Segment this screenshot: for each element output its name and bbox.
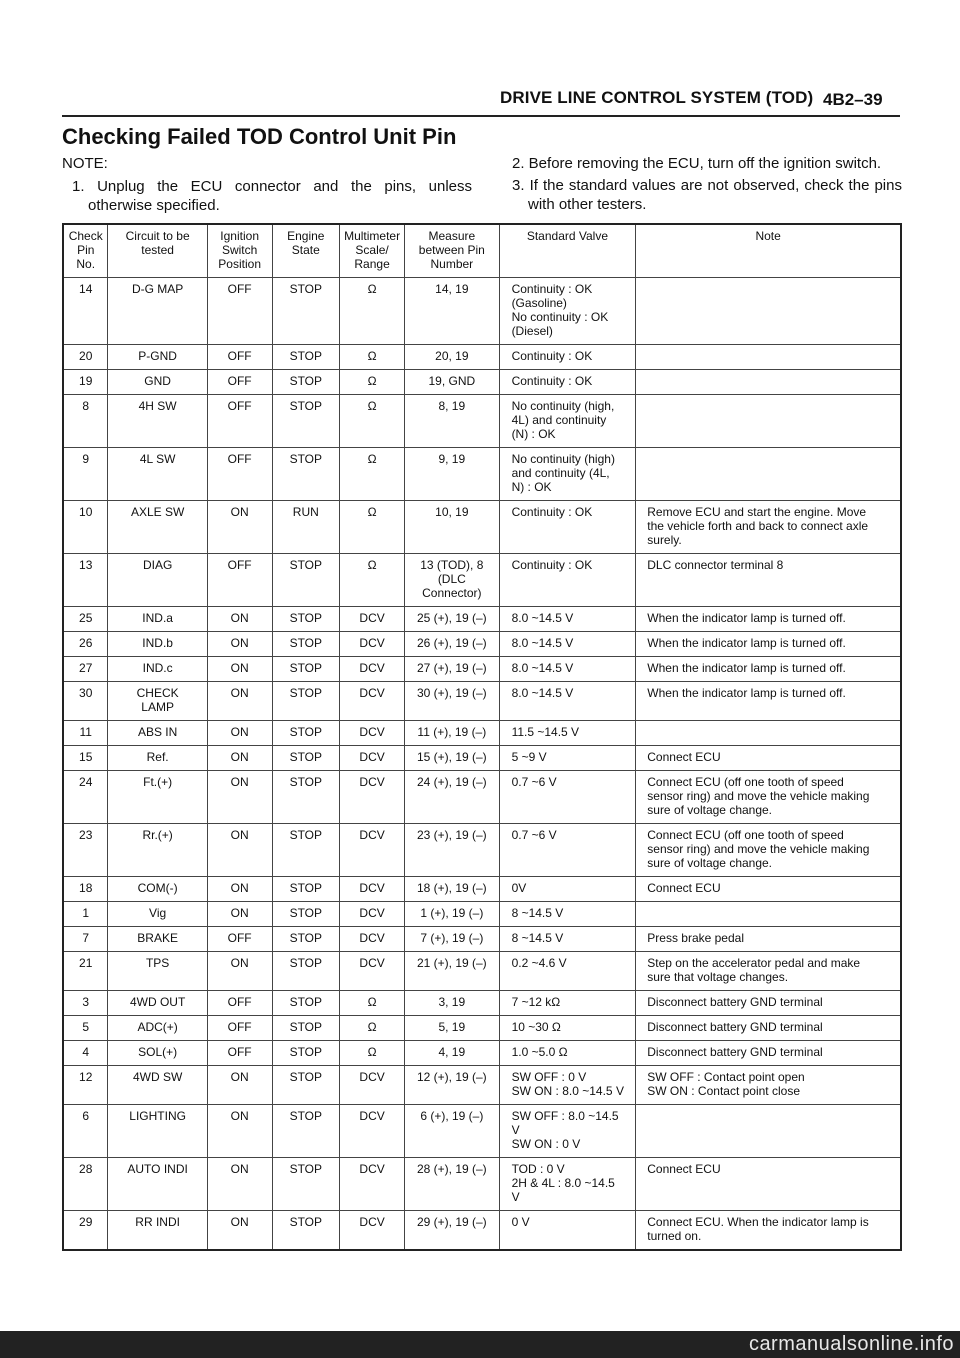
cell-pin: 19 [63, 370, 108, 395]
footer-bar [0, 1331, 960, 1358]
cell-ignition: OFF [207, 554, 272, 607]
cell-measure: 3, 19 [405, 991, 499, 1016]
cell-pin: 13 [63, 554, 108, 607]
cell-ignition: ON [207, 1066, 272, 1105]
cell-scale: DCV [340, 607, 405, 632]
cell-circuit: LIGHTING [108, 1105, 207, 1158]
table-row [63, 991, 901, 1016]
cell-circuit: 4H SW [108, 395, 207, 448]
cell-measure: 8, 19 [405, 395, 499, 448]
cell-measure: 27 (+), 19 (–) [405, 657, 499, 682]
cell-note [636, 721, 901, 746]
cell-standard: 8.0 ~14.5 V [499, 607, 636, 632]
cell-ignition: ON [207, 952, 272, 991]
cell-ignition: OFF [207, 345, 272, 370]
cell-circuit: BRAKE [108, 927, 207, 952]
cell-measure: 15 (+), 19 (–) [405, 746, 499, 771]
cell-scale: Ω [340, 554, 405, 607]
cell-scale: DCV [340, 824, 405, 877]
notes-right [512, 154, 902, 217]
header-note: Note [636, 224, 901, 278]
notes-left [62, 154, 472, 215]
cell-pin: 5 [63, 1016, 108, 1041]
cell-note [636, 278, 901, 345]
cell-engine: STOP [272, 448, 340, 501]
cell-pin: 3 [63, 991, 108, 1016]
cell-ignition: ON [207, 746, 272, 771]
cell-circuit: DIAG [108, 554, 207, 607]
cell-ignition: OFF [207, 395, 272, 448]
table-row [63, 927, 901, 952]
table-row [63, 632, 901, 657]
cell-pin: 7 [63, 927, 108, 952]
cell-measure: 21 (+), 19 (–) [405, 952, 499, 991]
table-row [63, 1211, 901, 1251]
cell-circuit: ABS IN [108, 721, 207, 746]
cell-engine: STOP [272, 952, 340, 991]
table-row [63, 771, 901, 824]
cell-measure: 19, GND [405, 370, 499, 395]
cell-pin: 9 [63, 448, 108, 501]
cell-standard: 0.2 ~4.6 V [499, 952, 636, 991]
cell-circuit: IND.a [108, 607, 207, 632]
cell-pin: 8 [63, 395, 108, 448]
cell-ignition: ON [207, 1211, 272, 1251]
cell-circuit: RR INDI [108, 1211, 207, 1251]
cell-circuit: D-G MAP [108, 278, 207, 345]
cell-measure: 24 (+), 19 (–) [405, 771, 499, 824]
cell-standard: Continuity : OK [499, 345, 636, 370]
cell-engine: STOP [272, 991, 340, 1016]
cell-measure: 20, 19 [405, 345, 499, 370]
cell-scale: Ω [340, 1041, 405, 1066]
table-body [63, 278, 901, 1251]
cell-measure: 6 (+), 19 (–) [405, 1105, 499, 1158]
table-header-row [63, 224, 901, 278]
table-row [63, 902, 901, 927]
table-row [63, 1041, 901, 1066]
cell-note: Disconnect battery GND terminal [636, 991, 901, 1016]
cell-scale: DCV [340, 632, 405, 657]
cell-engine: STOP [272, 877, 340, 902]
cell-ignition: OFF [207, 991, 272, 1016]
cell-note [636, 395, 901, 448]
cell-engine: STOP [272, 721, 340, 746]
cell-pin: 27 [63, 657, 108, 682]
cell-circuit: P-GND [108, 345, 207, 370]
cell-scale: Ω [340, 448, 405, 501]
cell-note [636, 1105, 901, 1158]
cell-ignition: ON [207, 607, 272, 632]
cell-standard: SW OFF : 0 V SW ON : 8.0 ~14.5 V [499, 1066, 636, 1105]
cell-ignition: ON [207, 657, 272, 682]
header-standard: Standard Valve [499, 224, 636, 278]
cell-note: When the indicator lamp is turned off. [636, 657, 901, 682]
cell-standard: 5 ~9 V [499, 746, 636, 771]
header-measure: Measure between Pin Number [405, 224, 499, 278]
cell-measure: 30 (+), 19 (–) [405, 682, 499, 721]
table-row [63, 682, 901, 721]
cell-note: SW OFF : Contact point open SW ON : Contact point close [636, 1066, 901, 1105]
cell-note: When the indicator lamp is turned off. [636, 632, 901, 657]
cell-note: Connect ECU [636, 877, 901, 902]
cell-scale: Ω [340, 345, 405, 370]
cell-note: Connect ECU. When the indicator lamp is turned on. [636, 1211, 901, 1251]
pin-check-table [62, 223, 902, 1251]
cell-standard: 8.0 ~14.5 V [499, 632, 636, 657]
table-row [63, 554, 901, 607]
cell-measure: 7 (+), 19 (–) [405, 927, 499, 952]
cell-measure: 12 (+), 19 (–) [405, 1066, 499, 1105]
cell-note [636, 902, 901, 927]
page-title: Checking Failed TOD Control Unit Pin [62, 124, 457, 149]
cell-ignition: ON [207, 632, 272, 657]
cell-pin: 23 [63, 824, 108, 877]
cell-engine: STOP [272, 927, 340, 952]
cell-pin: 14 [63, 278, 108, 345]
cell-note: When the indicator lamp is turned off. [636, 607, 901, 632]
cell-standard: 0V [499, 877, 636, 902]
cell-standard: 7 ~12 kΩ [499, 991, 636, 1016]
cell-engine: STOP [272, 345, 340, 370]
table-row [63, 278, 901, 345]
cell-measure: 23 (+), 19 (–) [405, 824, 499, 877]
cell-ignition: ON [207, 1105, 272, 1158]
cell-ignition: OFF [207, 448, 272, 501]
cell-pin: 26 [63, 632, 108, 657]
cell-circuit: SOL(+) [108, 1041, 207, 1066]
cell-measure: 25 (+), 19 (–) [405, 607, 499, 632]
cell-scale: DCV [340, 721, 405, 746]
cell-circuit: Ref. [108, 746, 207, 771]
cell-pin: 21 [63, 952, 108, 991]
cell-pin: 25 [63, 607, 108, 632]
cell-scale: DCV [340, 1066, 405, 1105]
table-row [63, 657, 901, 682]
cell-circuit: IND.b [108, 632, 207, 657]
header-engine: Engine State [272, 224, 340, 278]
cell-ignition: ON [207, 682, 272, 721]
cell-pin: 28 [63, 1158, 108, 1211]
cell-engine: STOP [272, 682, 340, 721]
cell-ignition: ON [207, 877, 272, 902]
cell-measure: 11 (+), 19 (–) [405, 721, 499, 746]
cell-circuit: 4WD OUT [108, 991, 207, 1016]
cell-circuit: 4WD SW [108, 1066, 207, 1105]
cell-note: Connect ECU [636, 1158, 901, 1211]
cell-pin: 11 [63, 721, 108, 746]
note-item-2: 2. Before removing the ECU, turn off the ignition switch. [512, 155, 882, 172]
footer-watermark: carmanualsonline.info [748, 1333, 954, 1355]
cell-note [636, 370, 901, 395]
table-row [63, 877, 901, 902]
table-row [63, 345, 901, 370]
cell-standard: No continuity (high, 4L) and continuity (N) : OK [499, 395, 636, 448]
note-item-1: 1. Unplug the ECU connector and the pins, unless otherwise specified. [72, 178, 472, 214]
cell-circuit: GND [108, 370, 207, 395]
cell-standard: Continuity : OK [499, 554, 636, 607]
table-row [63, 501, 901, 554]
cell-circuit: 4L SW [108, 448, 207, 501]
note-item-3: 3. If the standard values are not observed, check the pins with other testers. [512, 177, 902, 213]
cell-note: Connect ECU [636, 746, 901, 771]
cell-note: Connect ECU (off one tooth of speed sensor ring) and move the vehicle making sure of voltage change. [636, 771, 901, 824]
cell-pin: 4 [63, 1041, 108, 1066]
cell-note: Disconnect battery GND terminal [636, 1041, 901, 1066]
cell-pin: 30 [63, 682, 108, 721]
cell-pin: 12 [63, 1066, 108, 1105]
cell-measure: 10, 19 [405, 501, 499, 554]
cell-standard: SW OFF : 8.0 ~14.5 V SW ON : 0 V [499, 1105, 636, 1158]
cell-note: Remove ECU and start the engine. Move the vehicle forth and back to connect axle surely. [636, 501, 901, 554]
cell-standard: Continuity : OK [499, 370, 636, 395]
cell-engine: STOP [272, 771, 340, 824]
cell-circuit: Ft.(+) [108, 771, 207, 824]
cell-ignition: ON [207, 501, 272, 554]
cell-ignition: OFF [207, 278, 272, 345]
cell-engine: STOP [272, 278, 340, 345]
cell-note: Step on the accelerator pedal and make sure that voltage changes. [636, 952, 901, 991]
cell-engine: STOP [272, 657, 340, 682]
cell-circuit: Rr.(+) [108, 824, 207, 877]
cell-ignition: ON [207, 1158, 272, 1211]
cell-engine: STOP [272, 902, 340, 927]
header-multimeter: Multimeter Scale/ Range [340, 224, 405, 278]
cell-engine: STOP [272, 1158, 340, 1211]
cell-engine: STOP [272, 824, 340, 877]
cell-standard: Continuity : OK (Gasoline) No continuity : OK (Diesel) [499, 278, 636, 345]
cell-ignition: ON [207, 771, 272, 824]
cell-measure: 14, 19 [405, 278, 499, 345]
cell-ignition: ON [207, 824, 272, 877]
table-row [63, 607, 901, 632]
cell-circuit: AUTO INDI [108, 1158, 207, 1211]
cell-pin: 15 [63, 746, 108, 771]
cell-note [636, 345, 901, 370]
cell-circuit: CHECK LAMP [108, 682, 207, 721]
cell-standard: 1.0 ~5.0 Ω [499, 1041, 636, 1066]
cell-scale: DCV [340, 952, 405, 991]
cell-pin: 6 [63, 1105, 108, 1158]
cell-note: Connect ECU (off one tooth of speed sensor ring) and move the vehicle making sure of voltage change. [636, 824, 901, 877]
cell-circuit: COM(-) [108, 877, 207, 902]
cell-circuit: Vig [108, 902, 207, 927]
table-row [63, 395, 901, 448]
cell-ignition: OFF [207, 927, 272, 952]
cell-standard: 8.0 ~14.5 V [499, 657, 636, 682]
cell-measure: 9, 19 [405, 448, 499, 501]
cell-scale: Ω [340, 278, 405, 345]
cell-scale: DCV [340, 682, 405, 721]
cell-pin: 1 [63, 902, 108, 927]
cell-measure: 4, 19 [405, 1041, 499, 1066]
table-row [63, 1105, 901, 1158]
table-row [63, 1158, 901, 1211]
cell-circuit: IND.c [108, 657, 207, 682]
header-ignition: Ignition Switch Position [207, 224, 272, 278]
cell-scale: DCV [340, 771, 405, 824]
cell-standard: 8.0 ~14.5 V [499, 682, 636, 721]
cell-engine: STOP [272, 1016, 340, 1041]
cell-note: Press brake pedal [636, 927, 901, 952]
cell-measure: 1 (+), 19 (–) [405, 902, 499, 927]
cell-ignition: ON [207, 902, 272, 927]
cell-scale: DCV [340, 657, 405, 682]
cell-pin: 24 [63, 771, 108, 824]
cell-scale: DCV [340, 902, 405, 927]
cell-standard: 0.7 ~6 V [499, 824, 636, 877]
cell-scale: Ω [340, 501, 405, 554]
cell-scale: Ω [340, 1016, 405, 1041]
cell-pin: 20 [63, 345, 108, 370]
table-row [63, 721, 901, 746]
cell-engine: STOP [272, 1105, 340, 1158]
cell-measure: 26 (+), 19 (–) [405, 632, 499, 657]
cell-engine: STOP [272, 395, 340, 448]
cell-engine: STOP [272, 1066, 340, 1105]
cell-measure: 13 (TOD), 8 (DLC Connector) [405, 554, 499, 607]
header-rule [62, 115, 900, 117]
cell-scale: DCV [340, 927, 405, 952]
cell-ignition: OFF [207, 1016, 272, 1041]
header-circuit: Circuit to be tested [108, 224, 207, 278]
cell-note: When the indicator lamp is turned off. [636, 682, 901, 721]
table-row [63, 1066, 901, 1105]
cell-standard: 0.7 ~6 V [499, 771, 636, 824]
cell-ignition: OFF [207, 1041, 272, 1066]
table-row [63, 824, 901, 877]
cell-scale: DCV [340, 877, 405, 902]
cell-standard: 8 ~14.5 V [499, 902, 636, 927]
cell-scale: DCV [340, 746, 405, 771]
cell-engine: STOP [272, 746, 340, 771]
cell-scale: Ω [340, 991, 405, 1016]
table-row [63, 1016, 901, 1041]
cell-standard: 10 ~30 Ω [499, 1016, 636, 1041]
cell-standard: 11.5 ~14.5 V [499, 721, 636, 746]
cell-scale: DCV [340, 1211, 405, 1251]
cell-standard: 8 ~14.5 V [499, 927, 636, 952]
cell-scale: Ω [340, 395, 405, 448]
cell-circuit: ADC(+) [108, 1016, 207, 1041]
cell-pin: 18 [63, 877, 108, 902]
cell-measure: 18 (+), 19 (–) [405, 877, 499, 902]
cell-standard: 0 V [499, 1211, 636, 1251]
table-row [63, 370, 901, 395]
cell-standard: Continuity : OK [499, 501, 636, 554]
cell-pin: 29 [63, 1211, 108, 1251]
cell-note [636, 448, 901, 501]
cell-pin: 10 [63, 501, 108, 554]
table-row [63, 448, 901, 501]
cell-engine: STOP [272, 1041, 340, 1066]
cell-measure: 28 (+), 19 (–) [405, 1158, 499, 1211]
cell-engine: STOP [272, 632, 340, 657]
header-check-pin: Check Pin No. [63, 224, 108, 278]
cell-circuit: AXLE SW [108, 501, 207, 554]
cell-engine: STOP [272, 554, 340, 607]
cell-ignition: ON [207, 721, 272, 746]
cell-scale: Ω [340, 370, 405, 395]
cell-engine: RUN [272, 501, 340, 554]
cell-engine: STOP [272, 607, 340, 632]
cell-measure: 5, 19 [405, 1016, 499, 1041]
cell-scale: DCV [340, 1105, 405, 1158]
table-row [63, 952, 901, 991]
table-row [63, 746, 901, 771]
section-title: DRIVE LINE CONTROL SYSTEM (TOD) [500, 88, 814, 107]
page-number: 4B2–39 [823, 90, 883, 109]
cell-scale: DCV [340, 1158, 405, 1211]
cell-engine: STOP [272, 370, 340, 395]
cell-measure: 29 (+), 19 (–) [405, 1211, 499, 1251]
cell-engine: STOP [272, 1211, 340, 1251]
cell-ignition: OFF [207, 370, 272, 395]
cell-note: DLC connector terminal 8 [636, 554, 901, 607]
note-label: NOTE: [62, 155, 108, 172]
cell-note: Disconnect battery GND terminal [636, 1016, 901, 1041]
cell-standard: No continuity (high) and continuity (4L, N) : OK [499, 448, 636, 501]
cell-standard: TOD : 0 V 2H & 4L : 8.0 ~14.5 V [499, 1158, 636, 1211]
cell-circuit: TPS [108, 952, 207, 991]
